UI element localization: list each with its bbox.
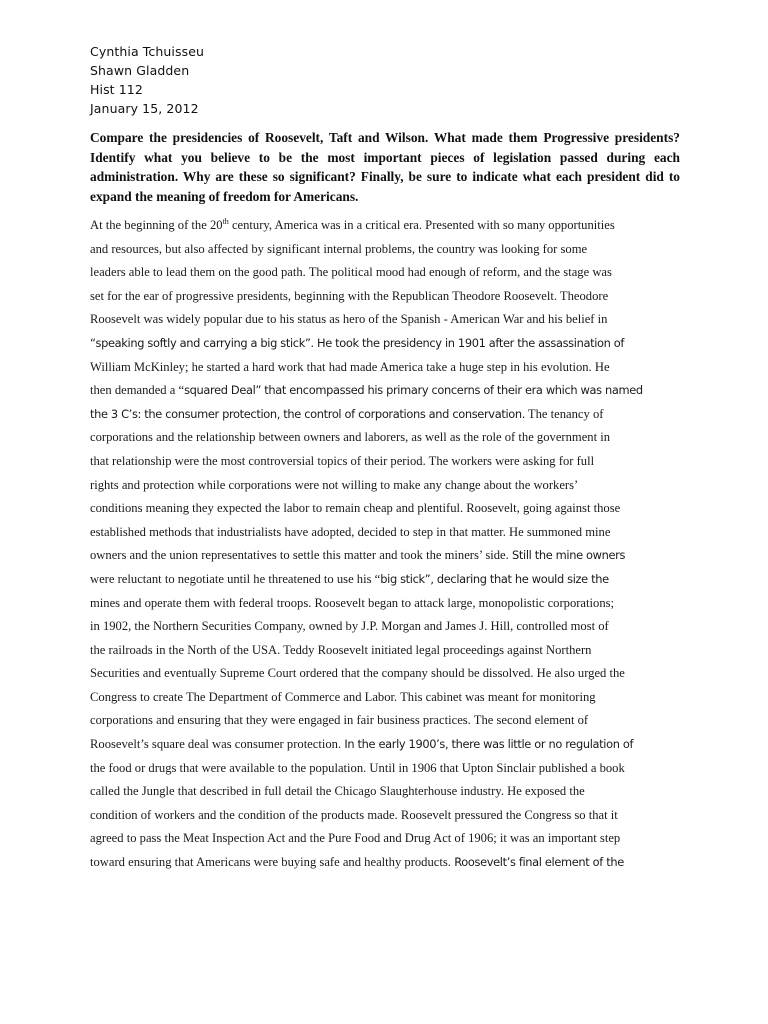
body-text-segment: Roosevelt’s final element of the <box>450 855 624 870</box>
body-line: the railroads in the North of the USA. Teddy Roosevelt initiated legal proceedings against Northern <box>90 642 592 657</box>
body-text-segment: toward ensuring that Americans were buying safe and healthy products. <box>90 855 451 870</box>
body-line <box>90 379 680 403</box>
essay-body <box>90 214 680 875</box>
instructor-name: Shawn Gladden <box>90 63 190 78</box>
body-line: called the Jungle that described in full detail the Chicago Slaughterhouse industry. He exposed the <box>90 784 585 799</box>
body-line: Securities and eventually Supreme Court ordered that the company should be dissolved. He also urged the <box>90 666 625 681</box>
body-text-segment: At the beginning of the 20 <box>90 218 223 232</box>
body-line: rights and protection while corporations were not willing to make any change about the workers’ <box>90 477 579 492</box>
body-line: conditions meaning they expected the labor to remain cheap and plentiful. Roosevelt, going against those <box>90 501 621 516</box>
body-text-segment: were reluctant to negotiate until he threatened to use his “ <box>90 571 381 586</box>
body-text-segment: The tenancy of <box>525 406 604 421</box>
body-line <box>90 851 680 875</box>
body-line <box>90 733 680 757</box>
body-line <box>90 544 680 568</box>
body-line: the food or drugs that were available to the population. Until in 1906 that Upton Sinclair published a book <box>90 760 625 775</box>
body-text-segment: Roosevelt’s square deal was consumer protection. <box>90 737 342 752</box>
body-text-segment: Still the mine owners <box>508 548 626 563</box>
body-line: in 1902, the Northern Securities Company, owned by J.P. Morgan and James J. Hill, controlled most of <box>90 619 609 634</box>
body-text-segment: owners and the union representatives to settle this matter and took the miners’ side. <box>90 548 509 563</box>
course-name: Hist 112 <box>90 82 143 97</box>
document-header <box>90 42 680 118</box>
body-line: established methods that industrialists have adopted, decided to step in that matter. He summoned mine <box>90 524 611 539</box>
body-line: leaders able to lead them on the good path. The political mood had enough of reform, and the stage was <box>90 265 612 280</box>
body-line: set for the ear of progressive presidents, beginning with the Republican Theodore Roosevelt. Theodore <box>90 288 609 303</box>
body-text-segment: In the early 1900’s, there was little or no regulation of <box>341 737 634 752</box>
body-line: condition of workers and the condition of the products made. Roosevelt pressured the Congress so that it <box>90 807 618 822</box>
superscript: th <box>222 216 229 226</box>
body-line: William McKinley; he started a hard work that had made America take a huge step in his evolution. He <box>90 359 610 374</box>
body-line: Roosevelt was widely popular due to his status as hero of the Spanish - American War and his belief in <box>90 312 608 327</box>
body-line: corporations and the relationship between owners and laborers, as well as the role of the government in <box>90 430 611 445</box>
body-line: mines and operate them with federal troops. Roosevelt began to attack large, monopolistic corporations; <box>90 595 615 610</box>
body-line: agreed to pass the Meat Inspection Act and the Pure Food and Drug Act of 1906; it was an important step <box>90 831 621 846</box>
body-line: corporations and ensuring that they were engaged in fair business practices. The second element of <box>90 713 589 728</box>
author-name: Cynthia Tchuisseu <box>90 44 205 59</box>
essay-question: Compare the presidencies of Roosevelt, Taft and Wilson. What made them Progressive presidents? Identify what you believe to be the most important pieces of legislation passed during each administration. Why are these so significant? Finally, be sure to indicate what each president did to expand the meaning of freedom for Americans. <box>90 130 680 204</box>
body-text-segment: then demanded a “ <box>90 383 185 398</box>
body-line <box>90 214 680 238</box>
body-line <box>90 568 680 592</box>
body-line: and resources, but also affected by significant internal problems, the country was looking for some <box>90 241 588 256</box>
body-text-segment: squared Deal” that encompassed his primary concerns of their era which was named <box>184 383 643 398</box>
body-line: “speaking softly and carrying a big stick”. He took the presidency in 1901 after the assassination of <box>90 335 625 350</box>
document-page <box>90 42 680 875</box>
body-text-segment: the 3 C’s: the consumer protection, the control of corporations and conservation. <box>90 406 526 421</box>
body-text-segment: big stick”, declaring that he would size the <box>380 571 609 586</box>
body-line: that relationship were the most controversial topics of their period. The workers were asking for full <box>90 453 595 468</box>
document-date: January 15, 2012 <box>90 101 199 116</box>
body-line: Congress to create The Department of Commerce and Labor. This cabinet was meant for monitoring <box>90 689 596 704</box>
body-line <box>90 403 680 427</box>
body-text-segment: century, America was in a critical era. Presented with so many opportunities <box>228 218 615 232</box>
